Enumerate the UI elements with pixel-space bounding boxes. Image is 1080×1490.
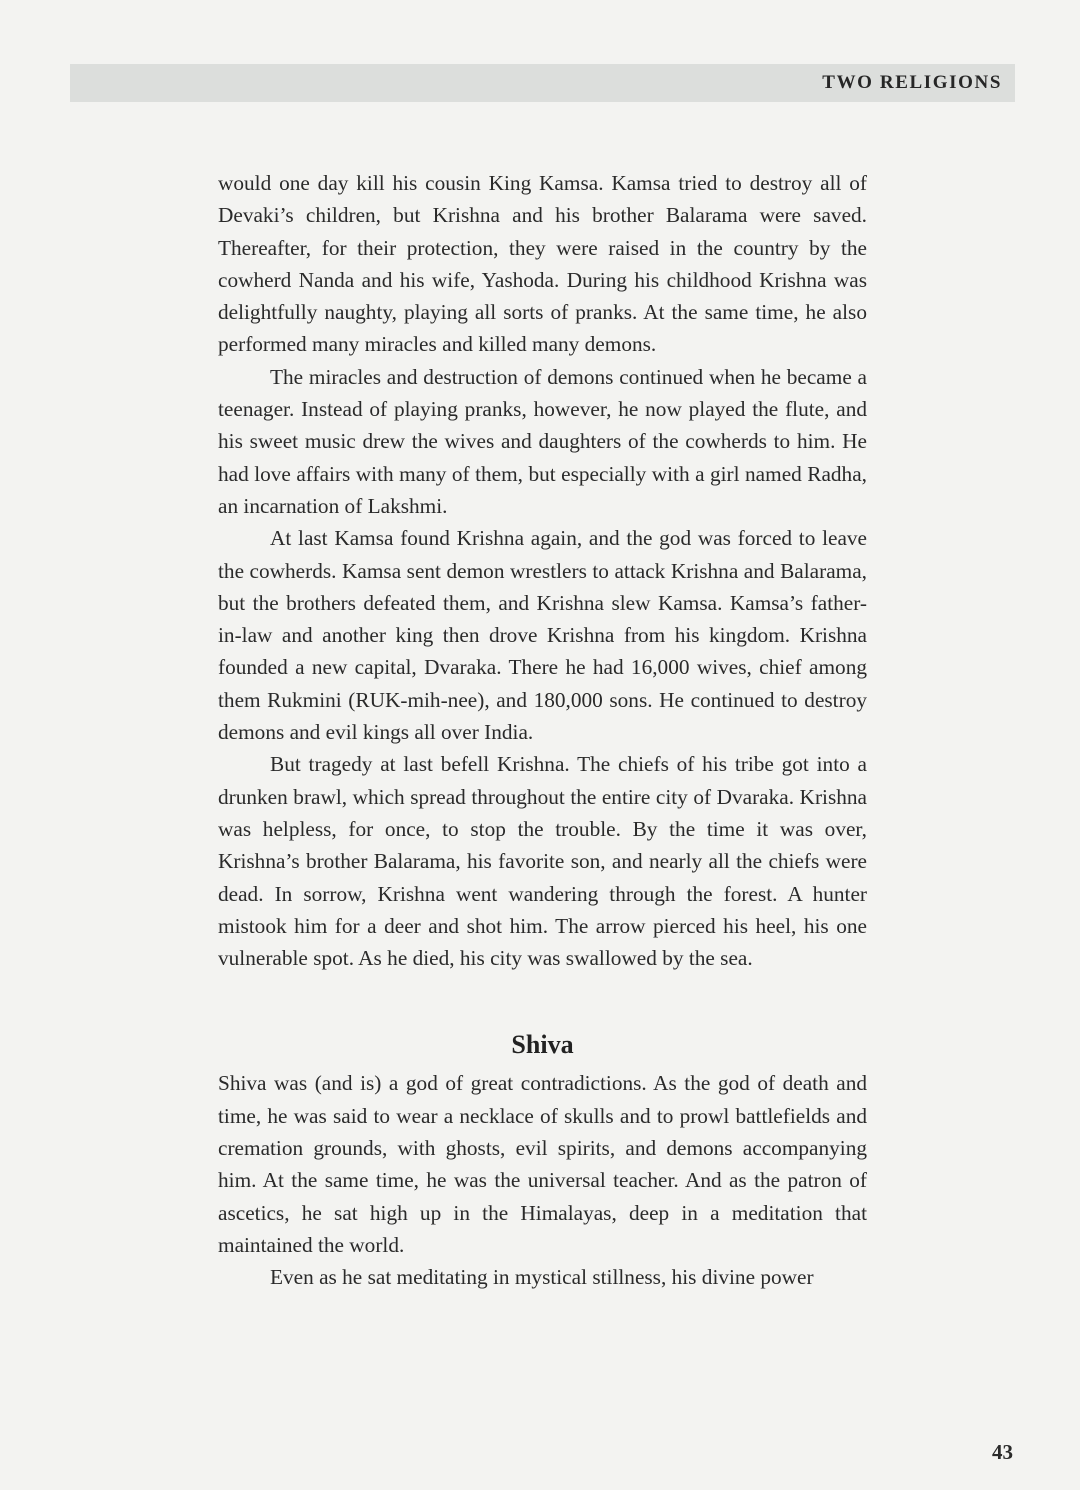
body-paragraph-3: At last Kamsa found Krishna again, and the god was forced to leave the cowherds. Kamsa sent demon wrestlers to attack Krishna and Balarama, but the brothers defeated them, and Krishna slew Kamsa. Kamsa’s father-in-law and another king then drove Krishna from his kingdom. Krishna founded a new capital, Dvaraka. There he had 16,000 wives, chief among them Rukmini (RUK-mih-nee), and 180,000 sons. He continued to destroy demons and evil kings all over India. <box>218 526 867 745</box>
section-paragraph-1: Shiva was (and is) a god of great contradictions. As the god of death and time, he was said to wear a necklace of skulls and to prowl battlefields and cremation grounds, with ghosts, evil spirits, and demons accompanying him. At the same time, he was the universal teacher. And as the patron of ascetics, he sat high up in the Himalayas, deep in a meditation that maintained the world. <box>218 1071 867 1257</box>
section-paragraph-2: Even as he sat meditating in mystical stillness, his divine power <box>270 1265 814 1290</box>
body-paragraph-4: But tragedy at last befell Krishna. The chiefs of his tribe got into a drunken brawl, which spread throughout the entire city of Dvaraka. Krishna was helpless, for once, to stop the trouble. By the time it was over, Krishna’s brother Balarama, his favorite son, and nearly all the chiefs were dead. In sorrow, Krishna went wandering through the forest. A hunter mistook him for a deer and shot him. The arrow pierced his heel, his one vulnerable spot. As he died, his city was swallowed by the sea. <box>218 752 867 971</box>
section-heading: Shiva <box>511 1030 574 1060</box>
body-paragraph-2: The miracles and destruction of demons continued when he became a teenager. Instead of playing pranks, however, he now played the flute, and his sweet music drew the wives and daughters of the cowherds to him. He had love affairs with many of them, but especially with a girl named Radha, an incarnation of Lakshmi. <box>218 364 867 518</box>
running-head: TWO RELIGIONS <box>822 72 1002 93</box>
page-number: 43 <box>992 1440 1013 1464</box>
body-paragraph-1: would one day kill his cousin King Kamsa. Kamsa tried to destroy all of Devaki’s children, but Krishna and his brother Balarama were saved. Thereafter, for their protection, they were raised in the country by the cowherd Nanda and his wife, Yashoda. During his childhood Krishna was delightfully naughty, playing all sorts of pranks. At the same time, he also performed many miracles and killed many demons. <box>218 171 867 357</box>
page-body <box>218 167 867 1294</box>
